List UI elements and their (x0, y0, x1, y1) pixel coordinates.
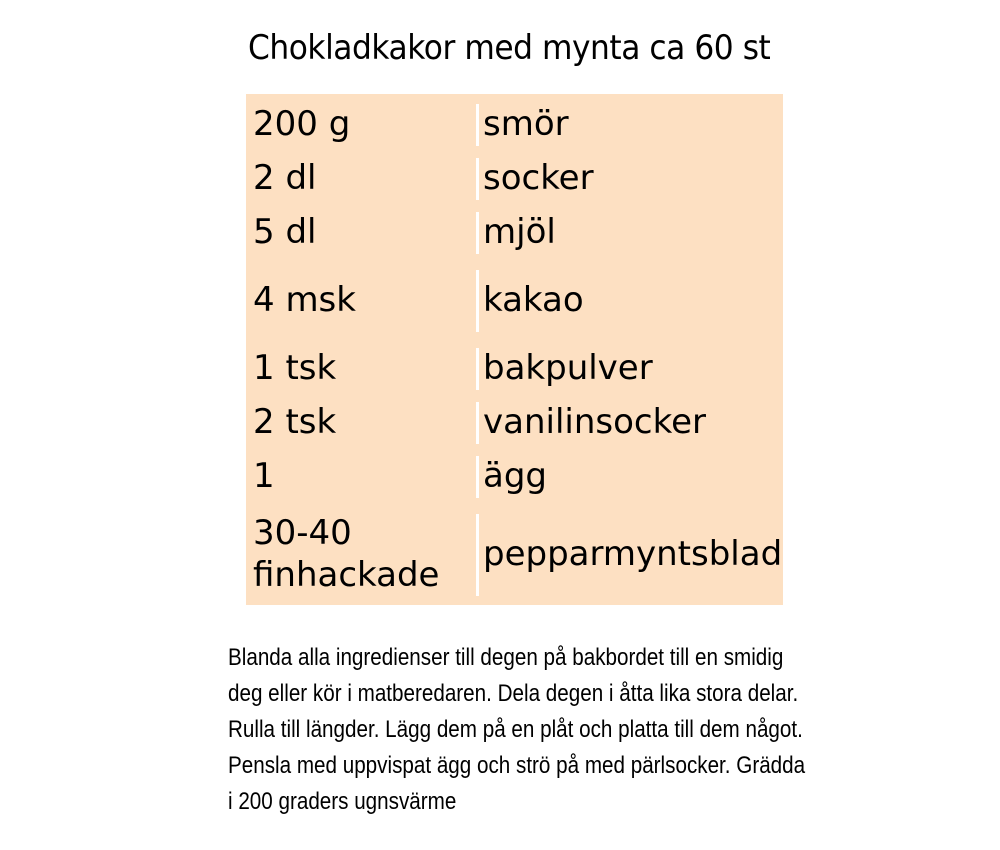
ingredient-row (246, 264, 783, 336)
ingredient-row (246, 396, 783, 448)
instruction-line: Rulla till längder. Lägg dem på en plåt och platta till dem något. (228, 716, 803, 743)
ingredient-name: vanilinsocker (483, 402, 706, 442)
column-divider (476, 348, 479, 390)
column-divider (476, 456, 479, 498)
ingredient-row (246, 450, 783, 502)
ingredient-name: pepparmyntsblad (483, 534, 783, 574)
instruction-line: Pensla med uppvispat ägg och strö på med pärlsocker. Grädda (228, 752, 806, 779)
ingredient-row (246, 98, 783, 150)
ingredient-amount: 200 g (253, 104, 351, 144)
ingredient-amount: 1 tsk (253, 348, 337, 388)
recipe-title: Chokladkakor med mynta ca 60 st (248, 28, 771, 68)
instruction-line: i 200 graders ugnsvärme (228, 788, 457, 815)
ingredient-row (246, 508, 783, 600)
ingredient-name: smör (483, 104, 569, 144)
ingredient-amount: 1 (253, 456, 275, 496)
ingredient-name: kakao (483, 280, 584, 320)
column-divider (476, 270, 479, 332)
ingredient-name: mjöl (483, 212, 556, 252)
instruction-line: deg eller kör i matberedaren. Dela degen i åtta lika stora delar. (228, 680, 799, 707)
recipe-instructions (228, 640, 806, 820)
ingredient-name: bakpulver (483, 348, 653, 388)
column-divider (476, 158, 479, 200)
ingredients-table (246, 94, 783, 605)
ingredient-amount: 5 dl (253, 212, 317, 252)
ingredient-amount-line: 30-40 (253, 513, 352, 553)
ingredient-name: socker (483, 158, 594, 198)
ingredient-name: ägg (483, 456, 547, 496)
ingredient-amount (246, 512, 476, 596)
ingredient-amount: 4 msk (253, 280, 356, 320)
ingredient-amount: 2 dl (253, 158, 317, 198)
ingredient-amount: 2 tsk (253, 402, 337, 442)
column-divider (476, 212, 479, 254)
ingredient-row (246, 152, 783, 204)
column-divider (476, 514, 479, 596)
ingredient-row (246, 342, 783, 394)
column-divider (476, 402, 479, 444)
instruction-line: Blanda alla ingredienser till degen på bakbordet till en smidig (228, 644, 784, 671)
ingredient-row (246, 206, 783, 258)
column-divider (476, 104, 479, 146)
ingredient-amount-line: finhackade (253, 555, 440, 595)
